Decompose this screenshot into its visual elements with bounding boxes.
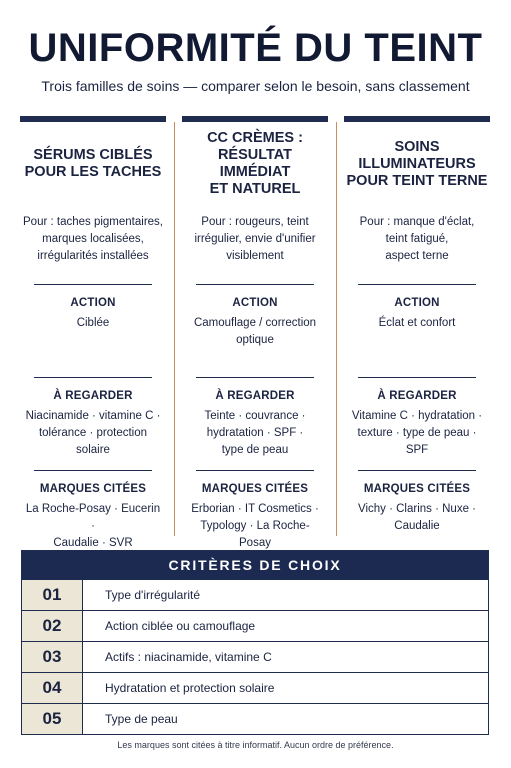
watch-label: À REGARDER xyxy=(53,390,133,402)
criteria-title: CRITÈRES DE CHOIX xyxy=(22,551,488,579)
text-line: Teinte · couvrance · xyxy=(204,410,306,422)
criteria-number: 04 xyxy=(22,673,83,703)
product-columns xyxy=(20,116,490,549)
product-column xyxy=(344,116,490,536)
criteria-number: 05 xyxy=(22,704,83,734)
criteria-row xyxy=(22,579,488,610)
brands-label: MARQUES CITÉES xyxy=(39,483,147,495)
product-column xyxy=(182,116,328,549)
criteria-text: Type de peau xyxy=(105,712,178,726)
text-line: texture · type de peau · SPF xyxy=(357,427,477,456)
watch-label: À REGARDER xyxy=(377,390,457,402)
criteria-text: Action ciblée ou camouflage xyxy=(105,619,256,633)
text-line: optique xyxy=(236,334,274,346)
column-target xyxy=(20,206,166,284)
criteria-row xyxy=(22,672,488,703)
product-column xyxy=(20,116,166,549)
divider xyxy=(358,377,476,378)
action-text xyxy=(344,315,490,332)
action-text xyxy=(182,315,328,349)
text-line: ET NATUREL xyxy=(209,181,301,197)
action-section xyxy=(20,297,166,377)
text-line: Pour : taches pigmentaires, xyxy=(23,216,163,228)
text-line: marques localisées, xyxy=(42,233,144,245)
divider xyxy=(34,284,152,285)
action-text xyxy=(20,315,166,332)
text-line: type de peau xyxy=(221,444,289,456)
column-separator xyxy=(336,122,337,536)
criteria-text: Actifs : niacinamide, vitamine C xyxy=(105,650,272,664)
brands-label: MARQUES CITÉES xyxy=(363,483,471,495)
text-line: Typology · La Roche-Posay xyxy=(200,520,310,549)
criteria-number: 03 xyxy=(22,642,83,672)
watch-section xyxy=(344,390,490,470)
criteria-row xyxy=(22,610,488,641)
text-line: Erborian · IT Cosmetics · xyxy=(191,503,319,515)
text-line: aspect terne xyxy=(385,250,449,262)
criteria-number: 01 xyxy=(22,580,83,610)
watch-text xyxy=(344,408,490,459)
text-line: La Roche-Posay · Eucerin · xyxy=(25,503,161,532)
text-line: RÉSULTAT IMMÉDIAT xyxy=(217,147,293,180)
text-line: teint fatigué, xyxy=(385,233,449,245)
text-line: Éclat et confort xyxy=(378,317,456,329)
watch-text xyxy=(20,408,166,459)
brands-text xyxy=(344,501,490,535)
watch-label: À REGARDER xyxy=(215,390,295,402)
criteria-row xyxy=(22,641,488,672)
brands-text xyxy=(20,501,166,552)
text-line: irrégularités installées xyxy=(37,250,149,262)
action-section xyxy=(182,297,328,377)
divider xyxy=(196,284,314,285)
text-line: POUR TEINT TERNE xyxy=(346,172,488,189)
text-line: hydratation · SPF · xyxy=(206,427,304,439)
watch-section xyxy=(20,390,166,470)
column-title xyxy=(182,122,328,206)
text-line: Niacinamide · vitamine C · xyxy=(25,410,161,422)
action-section xyxy=(344,297,490,377)
action-label: ACTION xyxy=(232,297,278,309)
watch-section xyxy=(182,390,328,470)
divider xyxy=(358,284,476,285)
divider xyxy=(358,470,476,471)
column-title xyxy=(20,122,166,206)
text-line: SÉRUMS CIBLÉS xyxy=(33,147,153,163)
criteria-text: Hydratation et protection solaire xyxy=(105,681,275,695)
divider xyxy=(34,470,152,471)
criteria-table xyxy=(21,550,489,735)
page-title: UNIFORMITÉ DU TEINT xyxy=(28,26,483,70)
text-line: tolérance · protection solaire xyxy=(38,427,148,456)
text-line: SOINS ILLUMINATEURS xyxy=(358,138,476,172)
criteria-number: 02 xyxy=(22,611,83,641)
text-line: POUR LES TACHES xyxy=(24,164,162,180)
column-target xyxy=(182,206,328,284)
disclaimer: Les marques sont citées à titre informatif. Aucun ordre de préférence. xyxy=(117,740,394,750)
brands-text xyxy=(182,501,328,552)
divider xyxy=(34,377,152,378)
column-separator xyxy=(174,122,175,536)
brands-label: MARQUES CITÉES xyxy=(201,483,309,495)
text-line: CC CRÈMES : xyxy=(207,130,303,146)
criteria-row xyxy=(22,703,488,734)
text-line: Camouflage / correction xyxy=(193,317,317,329)
text-line: Pour : rougeurs, teint xyxy=(201,216,309,228)
column-target xyxy=(344,206,490,284)
action-label: ACTION xyxy=(70,297,116,309)
action-label: ACTION xyxy=(394,297,440,309)
text-line: Vitamine C · hydratation · xyxy=(351,410,483,422)
page-subtitle: Trois familles de soins — comparer selon le besoin, sans classement xyxy=(41,78,470,94)
watch-text xyxy=(182,408,328,459)
text-line: Caudalie · SVR xyxy=(53,537,133,549)
divider xyxy=(196,377,314,378)
column-title xyxy=(344,122,490,206)
text-line: Vichy · Clarins · Nuxe · xyxy=(357,503,476,515)
text-line: visiblement xyxy=(226,250,284,262)
divider xyxy=(196,470,314,471)
criteria-text: Type d'irrégularité xyxy=(105,588,201,602)
text-line: Ciblée xyxy=(76,317,110,329)
text-line: irrégulier, envie d'unifier xyxy=(194,233,316,245)
text-line: Caudalie xyxy=(394,520,440,532)
text-line: Pour : manque d'éclat, xyxy=(359,216,475,228)
